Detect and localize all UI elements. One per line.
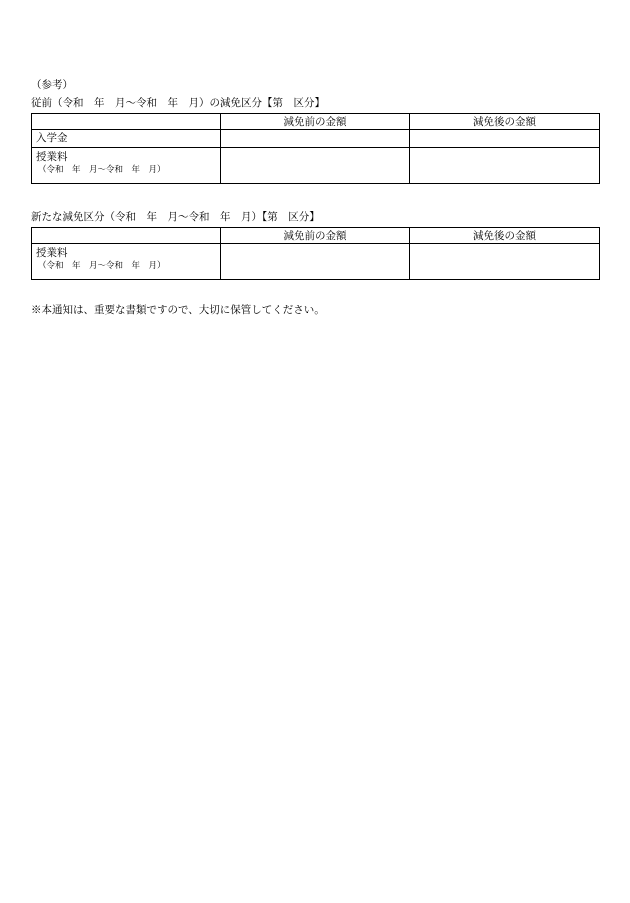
table-header-row xyxy=(32,228,600,244)
table-row-admission xyxy=(32,130,600,148)
cell-admission-after xyxy=(410,130,600,148)
header-amount-after: 減免後の金額 xyxy=(410,114,600,130)
row-label-admission: 入学金 xyxy=(32,130,221,148)
table-row-tuition xyxy=(32,244,600,280)
previous-exemption-title: 従前（令和 年 月～令和 年 月）の減免区分【第 区分】 xyxy=(31,97,325,109)
row-label-tuition-cell xyxy=(32,244,221,280)
cell-tuition-before xyxy=(221,148,410,184)
row-label-tuition-period: （令和 年 月～令和 年 月） xyxy=(38,261,166,271)
header-amount-before: 減免前の金額 xyxy=(221,114,410,130)
storage-notice: ※本通知は、重要な書類ですので、大切に保管してください。 xyxy=(31,304,325,316)
reference-label: （参考） xyxy=(31,79,73,91)
header-amount-before: 減免前の金額 xyxy=(221,228,410,244)
row-label-tuition: 授業料 xyxy=(36,247,68,259)
row-label-tuition-cell xyxy=(32,148,221,184)
new-exemption-table xyxy=(31,227,600,280)
previous-exemption-table xyxy=(31,113,600,184)
header-amount-after: 減免後の金額 xyxy=(410,228,600,244)
table-header-row xyxy=(32,114,600,130)
header-blank-cell xyxy=(32,114,221,130)
cell-tuition-after xyxy=(410,244,600,280)
row-label-tuition-period: （令和 年 月～令和 年 月） xyxy=(38,165,166,175)
cell-tuition-before xyxy=(221,244,410,280)
document-page xyxy=(31,78,599,317)
new-exemption-title: 新たな減免区分（令和 年 月～令和 年 月）【第 区分】 xyxy=(31,211,320,223)
header-blank-cell xyxy=(32,228,221,244)
table-row-tuition xyxy=(32,148,600,184)
row-label-tuition: 授業料 xyxy=(36,151,68,163)
cell-admission-before xyxy=(221,130,410,148)
cell-tuition-after xyxy=(410,148,600,184)
